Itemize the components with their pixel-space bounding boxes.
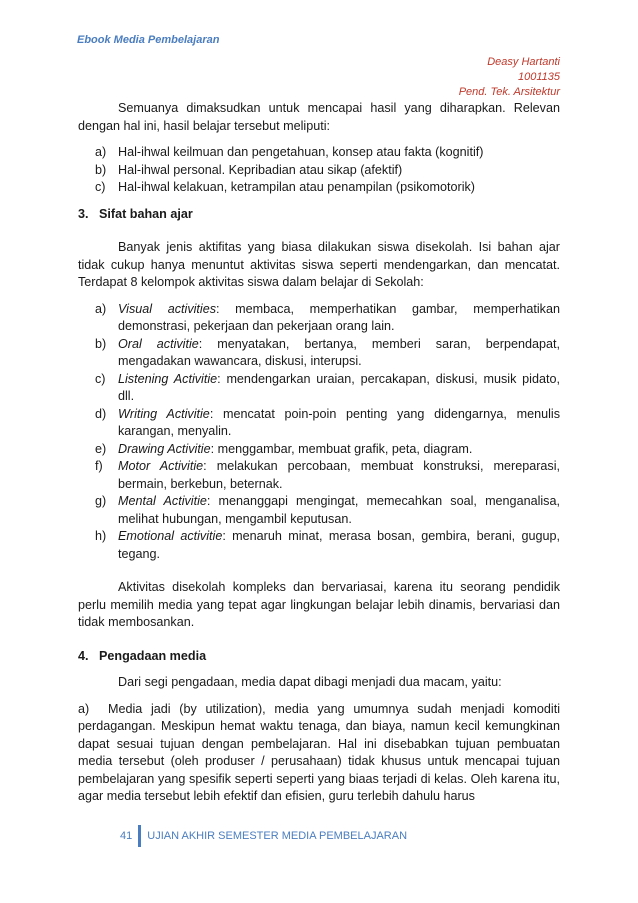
list-item: g) Mental Activitie: menanggapi mengingat, memecahkan soal, menganalisa, melihat hubungan, mengambil keputusan. bbox=[95, 494, 560, 526]
page-number: 41 bbox=[120, 830, 133, 842]
activities-list bbox=[78, 301, 560, 564]
list-item: b) Oral activitie: menyatakan, bertanya, memberi saran, berpendapat, mengadakan wawancara, diskusi, interupsi. bbox=[95, 336, 560, 368]
list-item: d) Writing Activitie: mencatat poin-poin penting yang didengarnya, menulis karangan, menyalin. bbox=[95, 406, 560, 438]
section-paragraph: Banyak jenis aktifitas yang biasa dilakukan siswa disekolah. Isi bahan ajar tidak cukup hanya menuntut aktivitas siswa seperti mendengarkan, dan mencatat. Terdapat 8 kelompok aktivitas siswa dalam belajar di Sekolah: bbox=[78, 240, 560, 289]
author-block bbox=[459, 55, 560, 100]
section-paragraph: Aktivitas disekolah kompleks dan bervariasai, karena itu seorang pendidik perlu memilih media yang tepat agar lingkungan belajar lebih dinamis, bervariasi dan tidak membosankan. bbox=[78, 580, 560, 629]
list-item: a) Visual activities: membaca, memperhatikan gambar, memperhatikan demonstrasi, pekerjaan dan pekerjaan orang lain. bbox=[95, 301, 560, 333]
list-item: f) Motor Activitie: melakukan percobaan, membuat konstruksi, mereparasi, bermain, berkebun, beternak. bbox=[95, 459, 560, 491]
running-header: Ebook Media Pembelajaran bbox=[77, 34, 220, 46]
author-program: Pend. Tek. Arsitektur bbox=[458, 86, 560, 98]
list-item: c) Hal-ihwal kelakuan, ketrampilan atau penampilan (psikomotorik) bbox=[95, 180, 475, 194]
page-footer bbox=[120, 825, 407, 847]
outcomes-list bbox=[78, 144, 560, 197]
author-name: Deasy Hartanti bbox=[487, 56, 560, 68]
section-heading: 4. Pengadaan media bbox=[78, 648, 207, 663]
list-item: a) Hal-ihwal keilmuan dan pengetahuan, konsep atau fakta (kognitif) bbox=[95, 145, 484, 159]
section-paragraph: Dari segi pengadaan, media dapat dibagi menjadi dua macam, yaitu: bbox=[118, 675, 502, 689]
intro-paragraph: Semuanya dimaksudkan untuk mencapai hasil yang diharapkan. Relevan dengan hal ini, hasil belajar tersebut meliputi: bbox=[78, 101, 560, 133]
section-heading: 3. Sifat bahan ajar bbox=[78, 206, 193, 221]
footer-title: UJIAN AKHIR SEMESTER MEDIA PEMBELAJARAN bbox=[147, 830, 408, 842]
list-item: c) Listening Activitie: mendengarkan uraian, percakapan, diskusi, musik pidato, dll. bbox=[95, 371, 560, 403]
footer-divider bbox=[138, 825, 141, 847]
media-item-a: a) Media jadi (by utilization), media yang umumnya sudah menjadi komoditi perdagangan. Meskipun hemat waktu tenaga, dan biaya, namun kecil kemungkinan dapat sesuai tujuan dengan pembelajaran. Hal ini disebabkan tujuan pembuatan media tersebut (oleh produser / perusahaan) tidak khusus untuk mencapai tujuan pembelajaran yang spesifik seperti seperti yang biaas terjadi di kelas. Oleh karena itu, agar media tersebut lebih efektif dan efisien, guru terlebih dahulu harus bbox=[78, 701, 560, 803]
author-id: 1001135 bbox=[517, 71, 560, 83]
list-item: b) Hal-ihwal personal. Kepribadian atau sikap (afektif) bbox=[95, 162, 403, 177]
list-item: h) Emotional activitie: menaruh minat, merasa bosan, gembira, berani, gugup, tegang. bbox=[95, 529, 560, 561]
list-item: e) Drawing Activitie: menggambar, membuat grafik, peta, diagram. bbox=[95, 441, 473, 456]
page-body bbox=[78, 100, 560, 806]
